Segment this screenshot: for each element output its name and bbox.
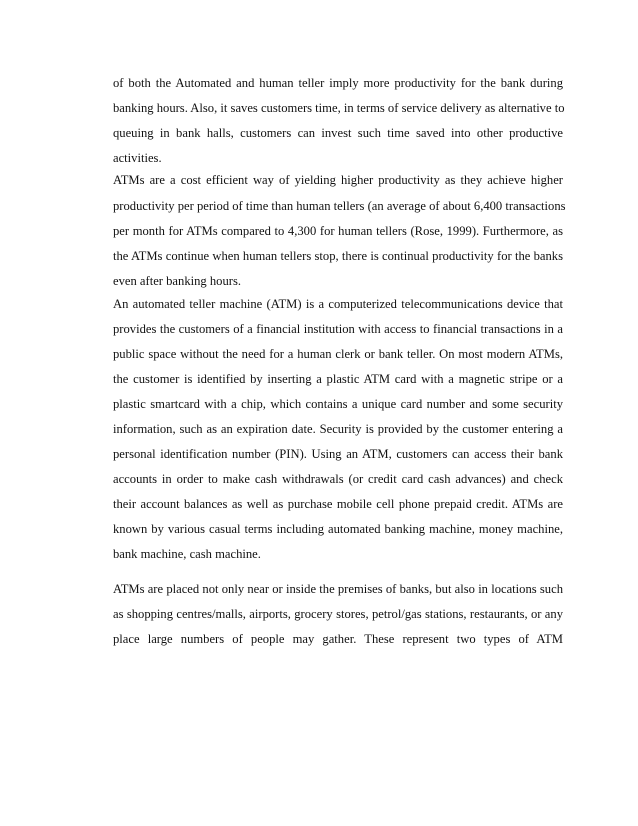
paragraph-3-line-11: bank machine, cash machine. <box>113 547 261 561</box>
paragraph-3-line-7: personal identification number (PIN). Using an ATM, customers can access their bank <box>113 447 563 461</box>
paragraph-2-line-3: per month for ATMs compared to 4,300 for human tellers (Rose, 1999). Furthermore, as <box>113 224 563 238</box>
paragraph-3-line-9: their account balances as well as purchase mobile cell phone prepaid credit. ATMs are <box>113 497 563 511</box>
paragraph-2-line-4: the ATMs continue when human tellers stop, there is continual productivity for the banks <box>113 249 563 263</box>
paragraph-3-line-5: plastic smartcard with a chip, which contains a unique card number and some security <box>113 397 563 411</box>
paragraph-2-line-5: even after banking hours. <box>113 274 241 288</box>
paragraph-2-line-1: ATMs are a cost efficient way of yielding higher productivity as they achieve higher <box>113 173 563 187</box>
paragraph-2-line-2: productivity per period of time than human tellers (an average of about 6,400 transactions <box>113 199 566 213</box>
paragraph-3-line-8: accounts in order to make cash withdrawals (or credit card cash advances) and check <box>113 472 563 486</box>
paragraph-3-line-6: information, such as an expiration date. Security is provided by the customer entering a <box>113 422 563 436</box>
paragraph-3-line-3: public space without the need for a human clerk or bank teller. On most modern ATMs, <box>113 347 563 361</box>
paragraph-4-line-1: ATMs are placed not only near or inside the premises of banks, but also in locations such <box>113 582 563 596</box>
paragraph-1-line-3: queuing in bank halls, customers can invest such time saved into other productive <box>113 126 563 140</box>
paragraph-3-line-4: the customer is identified by inserting a plastic ATM card with a magnetic stripe or a <box>113 372 563 386</box>
paragraph-4-line-3: place large numbers of people may gather. These represent two types of ATM <box>113 632 563 646</box>
paragraph-1-line-4: activities. <box>113 151 162 165</box>
paragraph-3-line-1: An automated teller machine (ATM) is a computerized telecommunications device that <box>113 297 563 311</box>
paragraph-1-line-1: of both the Automated and human teller imply more productivity for the bank during <box>113 76 563 90</box>
paragraph-3-line-2: provides the customers of a financial institution with access to financial transactions in a <box>113 322 563 336</box>
paragraph-4-line-2: as shopping centres/malls, airports, grocery stores, petrol/gas stations, restaurants, or any <box>113 607 563 621</box>
paragraph-1-line-2: banking hours. Also, it saves customers time, in terms of service delivery as alternative to <box>113 101 565 115</box>
body-text <box>113 0 566 826</box>
paragraph-3-line-10: known by various casual terms including automated banking machine, money machine, <box>113 522 563 536</box>
